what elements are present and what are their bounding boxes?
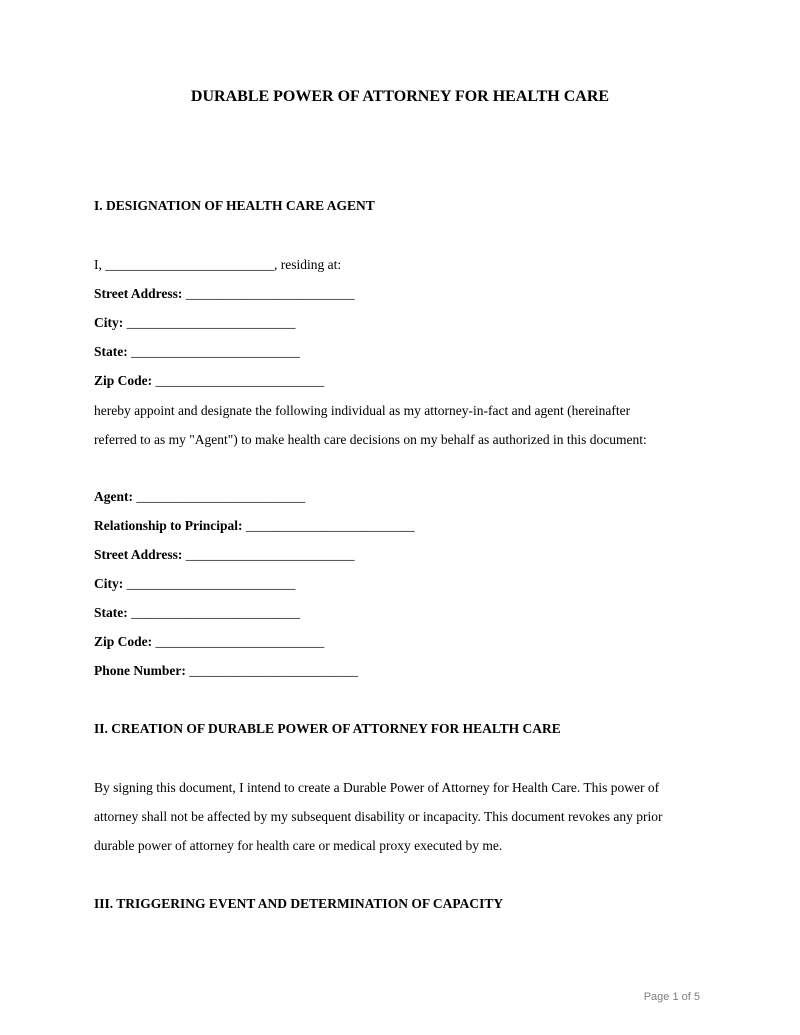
field-blank[interactable]: _________________________ xyxy=(155,373,325,388)
agent-relationship-field xyxy=(94,517,415,535)
principal-city-field xyxy=(94,314,295,332)
appointment-paragraph xyxy=(94,396,709,454)
paragraph-line: By signing this document, I intend to create a Durable Power of Attorney for Health Care. This power of xyxy=(94,780,660,795)
agent-street-address-field xyxy=(94,546,355,564)
field-blank[interactable]: _________________________ xyxy=(126,315,296,330)
principal-street-address-field xyxy=(94,285,355,303)
paragraph-line: referred to as my "Agent") to make health care decisions on my behalf as authorized in this document: xyxy=(94,432,647,447)
section-heading-triggering-event: III. TRIGGERING EVENT AND DETERMINATION OF CAPACITY xyxy=(94,896,504,911)
field-label: Street Address: xyxy=(94,286,183,301)
agent-zip-code-field xyxy=(94,633,324,651)
principal-state-field xyxy=(94,343,300,361)
principal-zip-code-field xyxy=(94,372,324,390)
field-blank[interactable]: _________________________ xyxy=(155,634,325,649)
paragraph-line: attorney shall not be affected by my subsequent disability or incapacity. This document revokes any prior xyxy=(94,809,663,824)
agent-phone-number-field xyxy=(94,662,358,680)
field-blank[interactable]: _________________________ xyxy=(136,489,306,504)
section-heading-creation: II. CREATION OF DURABLE POWER OF ATTORNEY FOR HEALTH CARE xyxy=(94,721,561,736)
field-label: Relationship to Principal: xyxy=(94,518,243,533)
field-label: City: xyxy=(94,315,124,330)
field-label: Zip Code: xyxy=(94,373,153,388)
principal-name-line xyxy=(94,256,341,274)
field-label: Street Address: xyxy=(94,547,183,562)
field-label: City: xyxy=(94,576,124,591)
field-label: State: xyxy=(94,344,128,359)
field-blank[interactable]: _________________________ xyxy=(131,344,300,359)
field-label: State: xyxy=(94,605,128,620)
agent-city-field xyxy=(94,575,295,593)
principal-name-blank[interactable]: _________________________ xyxy=(105,257,274,272)
field-label: Agent: xyxy=(94,489,133,504)
field-blank[interactable]: _________________________ xyxy=(245,518,415,533)
field-blank[interactable]: _________________________ xyxy=(185,547,355,562)
page-number: Page 1 of 5 xyxy=(643,991,700,1003)
field-blank[interactable]: _________________________ xyxy=(185,286,355,301)
agent-state-field xyxy=(94,604,300,622)
field-blank[interactable]: _________________________ xyxy=(126,576,296,591)
agent-name-field xyxy=(94,488,305,506)
field-blank[interactable]: _________________________ xyxy=(189,663,358,678)
creation-paragraph xyxy=(94,773,709,860)
principal-intro-suffix: , residing at: xyxy=(274,257,342,272)
document-title: DURABLE POWER OF ATTORNEY FOR HEALTH CARE xyxy=(190,88,610,105)
section-heading-designation: I. DESIGNATION OF HEALTH CARE AGENT xyxy=(94,198,375,213)
paragraph-line: hereby appoint and designate the following individual as my attorney-in-fact and agent (hereinafter xyxy=(94,403,631,418)
field-label: Phone Number: xyxy=(94,663,186,678)
field-label: Zip Code: xyxy=(94,634,153,649)
principal-intro-prefix: I, xyxy=(94,257,106,272)
field-blank[interactable]: _________________________ xyxy=(131,605,300,620)
paragraph-line: durable power of attorney for health care or medical proxy executed by me. xyxy=(94,838,503,853)
